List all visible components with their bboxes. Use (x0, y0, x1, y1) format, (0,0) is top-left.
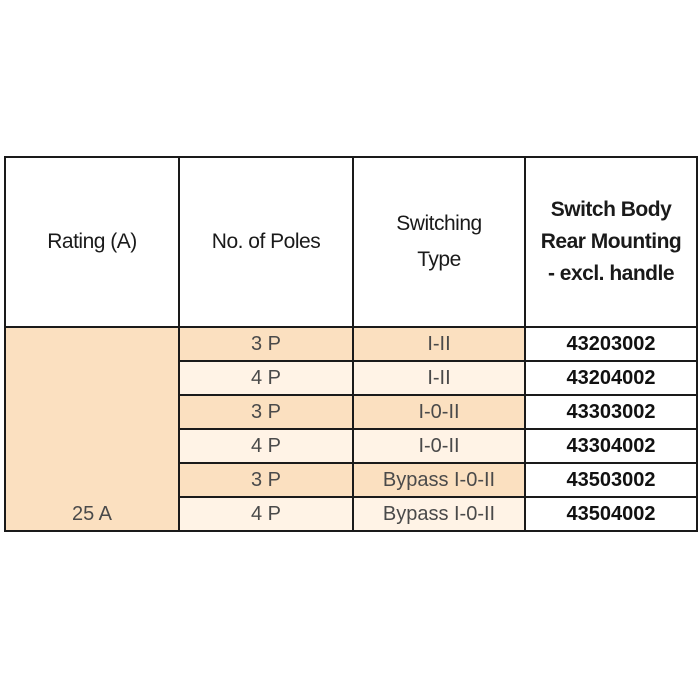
poles-cell: 3 P (179, 327, 353, 361)
header-switch-body (525, 157, 697, 327)
header-switching-type-line2: Type (417, 248, 461, 271)
header-row (5, 157, 697, 327)
product-code-cell: 43304002 (525, 429, 697, 463)
header-rating: Rating (A) (5, 157, 179, 327)
poles-cell: 4 P (179, 497, 353, 531)
header-switching-type-line1: Switching (396, 212, 482, 235)
poles-cell: 4 P (179, 429, 353, 463)
switching-type-cell: I-0-II (353, 395, 525, 429)
header-switch-body-line1: Switch Body (550, 198, 672, 221)
header-poles: No. of Poles (179, 157, 353, 327)
poles-cell: 3 P (179, 395, 353, 429)
table-row (5, 327, 697, 361)
product-code-cell: 43303002 (525, 395, 697, 429)
poles-cell: 3 P (179, 463, 353, 497)
switching-type-cell: I-II (353, 327, 525, 361)
product-code-cell: 43204002 (525, 361, 697, 395)
header-switch-body-line3: - excl. handle (547, 262, 675, 285)
product-spec-table (4, 156, 698, 532)
product-code-cell: 43203002 (525, 327, 697, 361)
rating-cell: 25 A (5, 327, 179, 531)
switching-type-cell: I-0-II (353, 429, 525, 463)
header-switch-body-line2: Rear Mounting (540, 230, 682, 253)
poles-cell: 4 P (179, 361, 353, 395)
header-switching-type (353, 157, 525, 327)
product-code-cell: 43503002 (525, 463, 697, 497)
switching-type-cell: Bypass I-0-II (353, 497, 525, 531)
product-code-cell: 43504002 (525, 497, 697, 531)
switching-type-cell: I-II (353, 361, 525, 395)
switching-type-cell: Bypass I-0-II (353, 463, 525, 497)
